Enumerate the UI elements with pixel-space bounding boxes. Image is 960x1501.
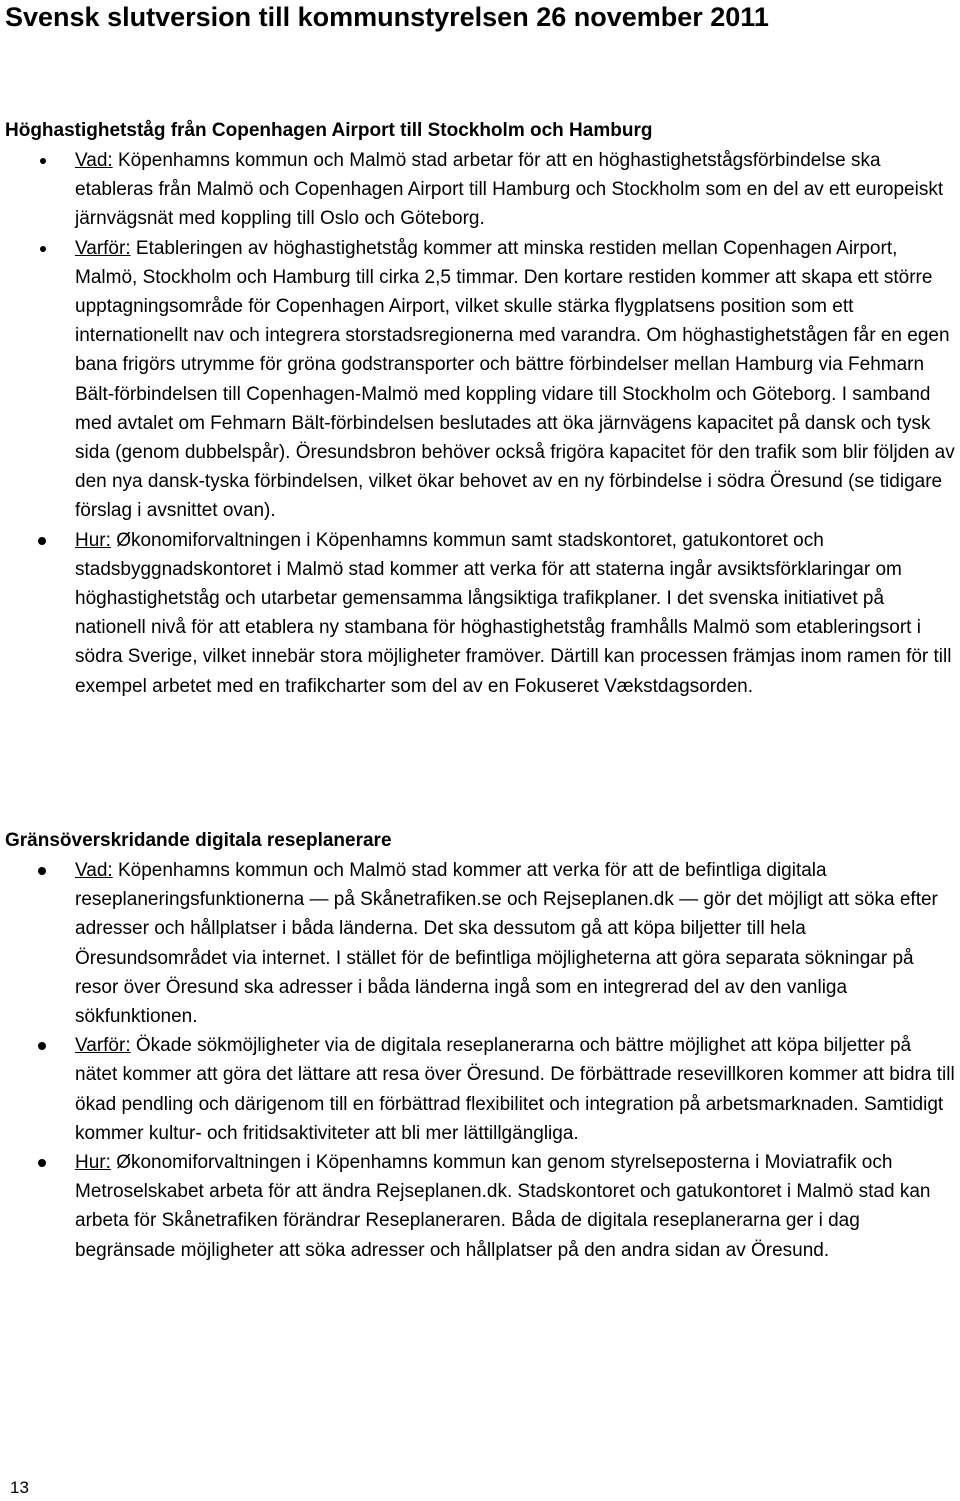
item-text: Köpenhamns kommun och Malmö stad kommer att verka för att de befintliga digitala reseplaneringsfunktionerna — på Skånetrafiken.se och Rejseplanen.dk — gör det möjligt att söka efter adresser och hållplatser i båda länderna. Det ska dessutom gå att köpa biljetter till hela Öresundsområdet via internet. I stället för de befintliga möjligheterna att göra separata sökningar på resor över Öresund ska adresser i båda länderna ingå som en integrerad del av den vanliga sökfunktionen. xyxy=(75,860,938,1028)
section-heading-digital-planners: Gränsöverskridande digitala reseplanerare xyxy=(5,830,392,851)
item-text: Köpenhamns kommun och Malmö stad arbetar för att en höghastighetstågsförbindelse ska etableras från Malmö och Copenhagen Airport till Hamburg och Stockholm som en del av ett europeiskt järnvägsnät med koppling till Oslo och Göteborg. xyxy=(75,150,944,230)
item-label: Vad: xyxy=(75,860,113,881)
list-item xyxy=(0,1148,960,1265)
list-item xyxy=(0,146,960,234)
item-text: Etableringen av höghastighetståg kommer att minska restiden mellan Copenhagen Airport, Malmö, Stockholm och Hamburg till cirka 2,5 timmar. Den kortare restiden kommer att skapa ett större upptagningsområde för Copenhagen Airport, vilket skulle stärka flygplatsens position som ett internationellt nav och integrera storstadsregionerna med varandra. Om höghastighetstågen får en egen bana frigörs utrymme för gröna godstransporter och bättre förbindelser mellan Hamburg via Fehmarn Bält-förbindelsen till Copenhagen-Malmö med koppling vidare till Stockholm och Göteborg. I samband med avtalet om Fehmarn Bält-förbindelsen beslutades att öka järnvägens kapacitet på dansk och tysk sida (genom dubbelspår). Öresundsbron behöver också frigöra kapacitet för den trafik som blir följden av den nya dansk-tyska förbindelsen, vilket ökar behovet av en ny förbindelse i södra Öresund (se tidigare förslag i avsnittet ovan). xyxy=(75,237,955,522)
list-item xyxy=(0,1031,960,1148)
page-number: 13 xyxy=(10,1478,29,1497)
bullet-icon xyxy=(38,537,46,545)
bullet-icon xyxy=(38,1159,46,1167)
item-label: Varför: xyxy=(75,237,131,259)
item-text: Ökade sökmöjligheter via de digitala reseplanerarna och bättre möjlighet att köpa biljetter på nätet kommer att göra det lättare att resa över Öresund. De förbättrade resevillkoren kommer att bidra till ökad pendling och därigenom till en förbättrad flexibilitet och integration på arbetsmarknaden. Samtidigt kommer kultur- och fritidsaktiviteter att bli mer lättillgängliga. xyxy=(75,1035,955,1144)
item-label: Hur: xyxy=(75,1152,111,1174)
item-label: Vad: xyxy=(75,150,113,171)
item-label: Varför: xyxy=(75,1035,131,1057)
list-item xyxy=(0,234,960,526)
list-item xyxy=(0,856,960,1031)
list-item xyxy=(0,526,960,701)
section-heading-high-speed-rail: Höghastighetståg från Copenhagen Airport till Stockholm och Hamburg xyxy=(5,120,653,141)
item-text: Økonomiforvaltningen i Köpenhamns kommun samt stadskontoret, gatukontoret och stadsbyggnadskontoret i Malmö stad kommer att verka för att staterna ingår avsiktsförklaringar om höghastighetståg och utarbetar gemensamma långsiktiga trafikplaner. I det svenska initiativet på nationell nivå för att etablera ny stambana för höghastighetståg framhålls Malmö som etableringsort i södra Sverige, vilket innebär stora möjligheter framöver. Därtill kan processen främjas inom ramen för till exempel arbetet med en trafikcharter som del av en Fokuseret Vækstdagsorden. xyxy=(75,529,952,697)
document-title: Svensk slutversion till kommunstyrelsen 26 november 2011 xyxy=(5,2,769,32)
bullet-icon xyxy=(38,1042,46,1050)
bullet-icon xyxy=(38,867,46,875)
bullet-icon xyxy=(40,246,46,252)
section-list-high-speed-rail xyxy=(0,146,960,701)
item-text: Økonomiforvaltningen i Köpenhamns kommun kan genom styrelseposterna i Moviatrafik och Metroselskabet arbeta för att ändra Rejseplanen.dk. Stadskontoret och gatukontoret i Malmö stad kan arbeta för Skånetrafiken förändrar Reseplaneraren. Båda de digitala reseplanerarna ger i dag begränsade möjligheter att söka adresser och hållplatser på den andra sidan av Öresund. xyxy=(75,1152,931,1261)
bullet-icon xyxy=(40,158,46,164)
item-label: Hur: xyxy=(75,529,111,551)
section-list-digital-planners xyxy=(0,856,960,1265)
